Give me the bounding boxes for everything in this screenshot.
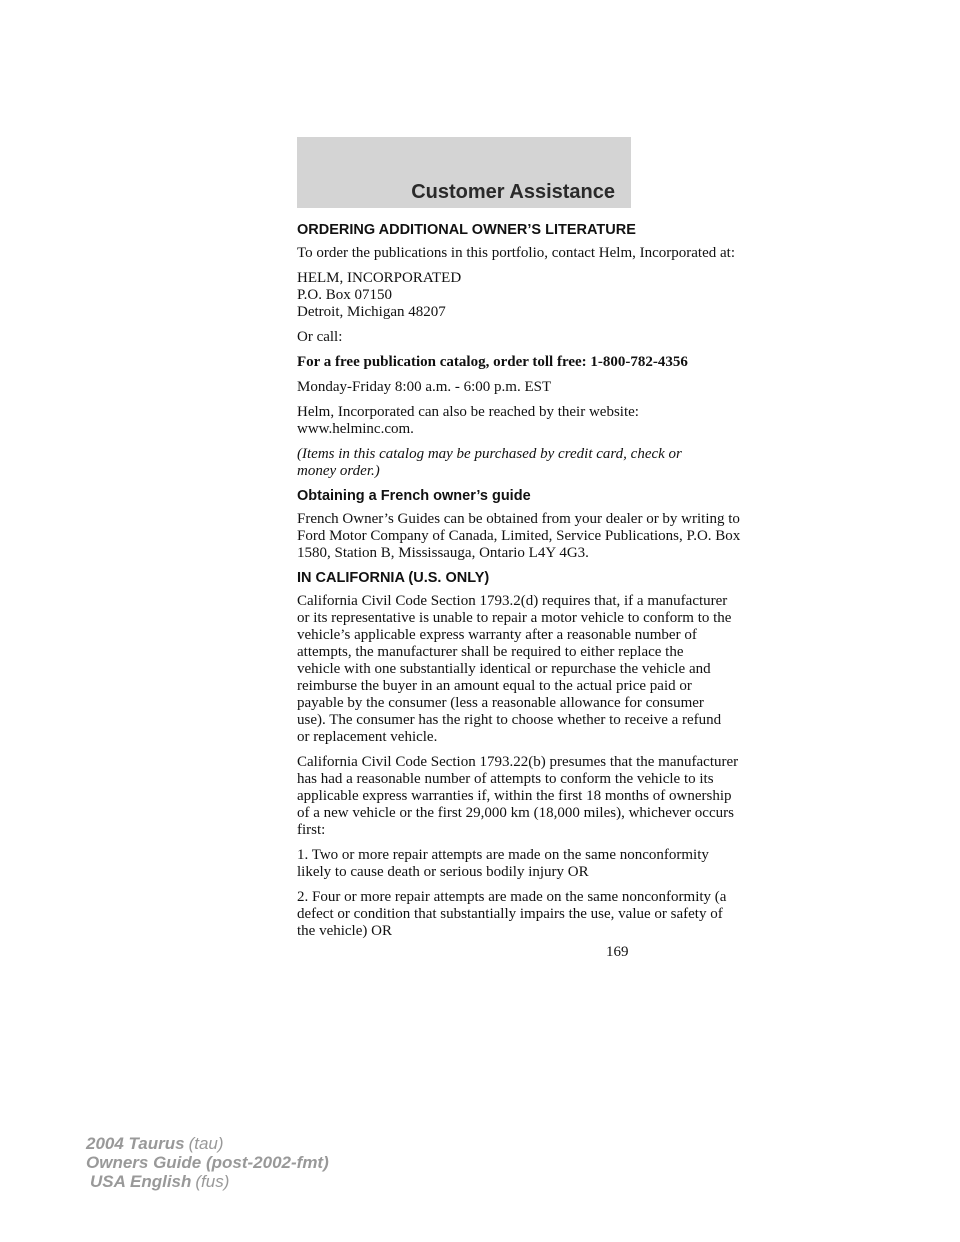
text-line: HELM, INCORPORATED bbox=[297, 270, 462, 286]
catalog-note bbox=[297, 446, 682, 480]
text-line: likely to cause death or serious bodily injury OR bbox=[297, 864, 589, 880]
section-title: Customer Assistance bbox=[411, 181, 615, 203]
ordering-heading: ORDERING ADDITIONAL OWNER’S LITERATURE bbox=[297, 222, 636, 238]
text-line: vehicle with one substantially identical or repurchase the vehicle and bbox=[297, 661, 711, 677]
text-line: money order.) bbox=[297, 463, 380, 479]
footer-line-2: Owners Guide (post-2002-fmt) bbox=[86, 1153, 329, 1172]
text-line: or its representative is unable to repair a motor vehicle to conform to the bbox=[297, 610, 732, 626]
page-number: 169 bbox=[606, 944, 629, 960]
text-line: Monday-Friday 8:00 a.m. - 6:00 p.m. EST bbox=[297, 379, 552, 395]
footer-model: 2004 Taurus bbox=[86, 1134, 185, 1153]
california-para-2 bbox=[297, 754, 739, 839]
text-line: defect or condition that substantially impairs the use, value or safety of bbox=[297, 906, 723, 922]
text-line: has had a reasonable number of attempts to conform the vehicle to its bbox=[297, 771, 714, 787]
footer-language-code: (fus) bbox=[195, 1172, 230, 1191]
footer-line-1 bbox=[86, 1134, 329, 1153]
ordering-intro bbox=[297, 245, 735, 262]
footer-language: USA English bbox=[90, 1172, 192, 1191]
french-body bbox=[297, 511, 741, 562]
text-line: vehicle’s applicable express warranty after a reasonable number of bbox=[297, 627, 697, 643]
text-line: P.O. Box 07150 bbox=[297, 287, 393, 303]
header-band bbox=[297, 137, 631, 208]
california-item-1 bbox=[297, 847, 709, 881]
hours-line bbox=[297, 379, 642, 396]
text-line: first: bbox=[297, 822, 326, 838]
text-line: For a free publication catalog, order toll free: 1-800-782-4356 bbox=[297, 354, 688, 370]
text-line: 1580, Station B, Mississauga, Ontario L4Y 4G3. bbox=[297, 545, 589, 561]
text-line: of a new vehicle or the first 29,000 km (18,000 miles), whichever occurs bbox=[297, 805, 734, 821]
text-line: applicable express warranties if, within the first 18 months of ownership bbox=[297, 788, 732, 804]
california-para-1 bbox=[297, 593, 732, 746]
text-line: www.helminc.com. bbox=[297, 421, 414, 437]
text-line: payable by the consumer (less a reasonable allowance for consumer bbox=[297, 695, 704, 711]
text-line: or replacement vehicle. bbox=[297, 729, 438, 745]
text-line: Helm, Incorporated can also be reached by their website: bbox=[297, 404, 639, 420]
footer-line-3 bbox=[90, 1172, 329, 1191]
text-line: reimburse the buyer in an amount equal to the actual price paid or bbox=[297, 678, 692, 694]
text-line: attempts, the manufacturer shall be required to either replace the bbox=[297, 644, 684, 660]
text-line: Or call: bbox=[297, 329, 343, 345]
french-heading: Obtaining a French owner’s guide bbox=[297, 488, 531, 504]
text-line: French Owner’s Guides can be obtained from your dealer or by writing to bbox=[297, 511, 740, 527]
text-line: California Civil Code Section 1793.22(b) presumes that the manufacturer bbox=[297, 754, 739, 770]
california-heading: IN CALIFORNIA (U.S. ONLY) bbox=[297, 570, 490, 586]
toll-free-line bbox=[297, 354, 688, 371]
text-line: use). The consumer has the right to choose whether to receive a refund bbox=[297, 712, 722, 728]
footer-model-code: (tau) bbox=[188, 1134, 224, 1153]
text-line: 2. Four or more repair attempts are made on the same nonconformity (a bbox=[297, 889, 727, 905]
footer-imprint bbox=[86, 1134, 329, 1191]
or-call bbox=[297, 329, 642, 346]
helm-address bbox=[297, 270, 642, 321]
text-line: 1. Two or more repair attempts are made on the same nonconformity bbox=[297, 847, 709, 863]
text-line: Ford Motor Company of Canada, Limited, Service Publications, P.O. Box bbox=[297, 528, 741, 544]
text-line: (Items in this catalog may be purchased by credit card, check or bbox=[297, 446, 682, 462]
website-line bbox=[297, 404, 642, 438]
text-line: To order the publications in this portfolio, contact Helm, Incorporated at: bbox=[297, 245, 735, 261]
text-line: Detroit, Michigan 48207 bbox=[297, 304, 446, 320]
page-content bbox=[297, 222, 741, 948]
text-line: California Civil Code Section 1793.2(d) requires that, if a manufacturer bbox=[297, 593, 728, 609]
california-item-2 bbox=[297, 889, 727, 940]
text-line: the vehicle) OR bbox=[297, 923, 392, 939]
